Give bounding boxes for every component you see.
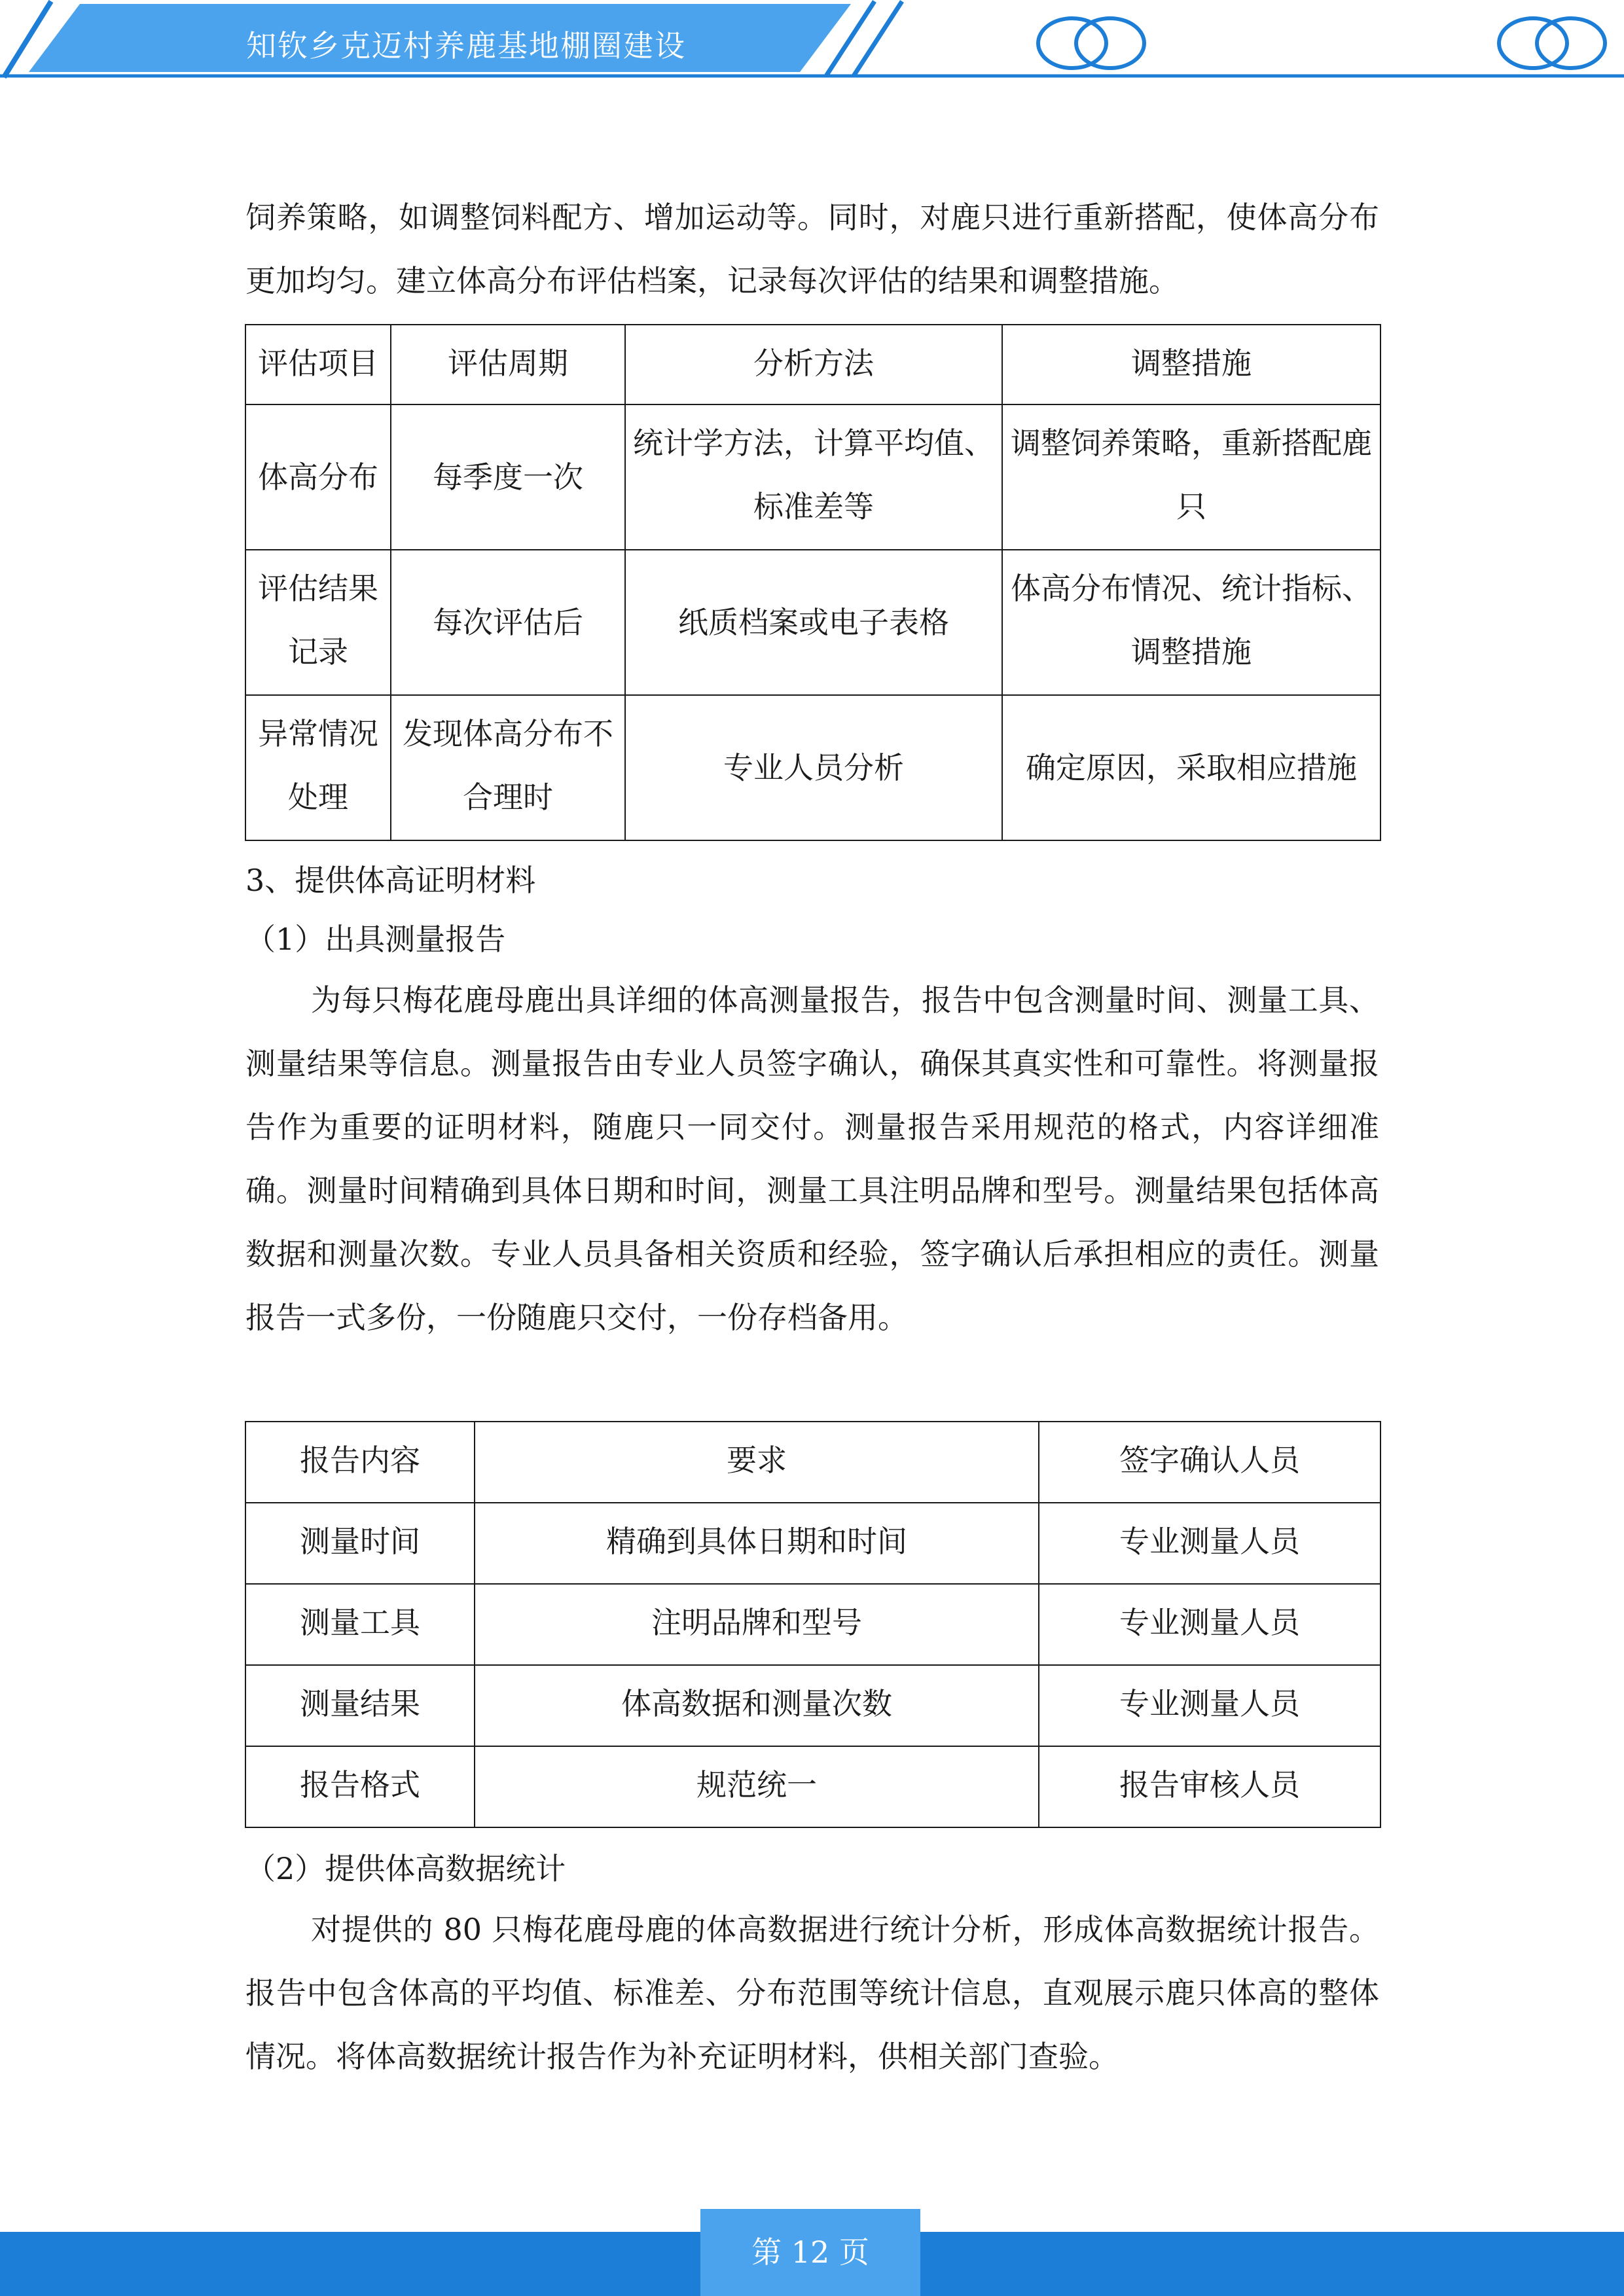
table-cell: 体高分布 [245, 404, 391, 550]
table-header-cell: 评估项目 [245, 325, 391, 404]
section-3 [245, 851, 1379, 1350]
table-cell: 每次评估后 [391, 550, 625, 695]
table-cell: 发现体高分布不合理时 [391, 695, 625, 840]
table-cell: 体高分布情况、统计指标、调整措施 [1002, 550, 1380, 695]
table-cell: 异常情况处理 [245, 695, 391, 840]
table-header-cell: 分析方法 [625, 325, 1002, 404]
table-cell: 报告格式 [245, 1746, 475, 1827]
intro-section [245, 186, 1379, 313]
table-row [245, 1584, 1380, 1665]
rings-logo-icon [1499, 18, 1605, 68]
table-cell: 注明品牌和型号 [475, 1584, 1039, 1665]
table-cell: 统计学方法，计算平均值、标准差等 [625, 404, 1002, 550]
table-cell: 测量时间 [245, 1503, 475, 1584]
table-cell: 调整饲养策略，重新搭配鹿只 [1002, 404, 1380, 550]
table-row [245, 550, 1380, 695]
table-cell: 每季度一次 [391, 404, 625, 550]
rings-logo-icon [1038, 18, 1144, 68]
table-header-cell: 评估周期 [391, 325, 625, 404]
table-cell: 体高数据和测量次数 [475, 1665, 1039, 1746]
table-cell: 规范统一 [475, 1746, 1039, 1827]
intro-paragraph: 饲养策略，如调整饲料配方、增加运动等。同时，对鹿只进行重新搭配，使体高分布更加均匀。建立体高分布评估档案，记录每次评估的结果和调整措施。 [245, 200, 1379, 298]
table-cell: 专业测量人员 [1039, 1503, 1380, 1584]
table-row [245, 695, 1380, 840]
table-header-row [245, 1422, 1380, 1503]
page-number: 第 12 页 [751, 2234, 869, 2270]
subsection-2 [245, 1839, 1379, 2089]
table-row [245, 1665, 1380, 1746]
table-header-cell: 要求 [475, 1422, 1039, 1503]
table-cell: 专业人员分析 [625, 695, 1002, 840]
table-header-row [245, 325, 1380, 404]
header-title: 知钦乡克迈村养鹿基地棚圈建设 [246, 28, 686, 63]
table-cell: 确定原因，采取相应措施 [1002, 695, 1380, 840]
table-cell: 评估结果记录 [245, 550, 391, 695]
table-row [245, 1746, 1380, 1827]
table-cell: 精确到具体日期和时间 [475, 1503, 1039, 1584]
table-header-cell: 调整措施 [1002, 325, 1380, 404]
table-cell: 测量结果 [245, 1665, 475, 1746]
subsection-2-title: （2）提供体高数据统计 [245, 1851, 566, 1886]
report-table [245, 1421, 1381, 1828]
table-header-cell: 报告内容 [245, 1422, 475, 1503]
table-cell: 报告审核人员 [1039, 1746, 1380, 1827]
table-header-cell: 签字确认人员 [1039, 1422, 1380, 1503]
header-stripe-mid-2 [854, 1, 902, 76]
table-cell: 测量工具 [245, 1584, 475, 1665]
table-row [245, 1503, 1380, 1584]
section-3-title: 3、提供体高证明材料 [245, 863, 536, 898]
header-decoration [0, 0, 1624, 85]
subsection-2-paragraph: 对提供的 80 只梅花鹿母鹿的体高数据进行统计分析，形成体高数据统计报告。报告中包含体高的平均值、标准差、分布范围等统计信息，直观展示鹿只体高的整体情况。将体高数据统计报告作为补充证明材料，供相关部门查验。 [245, 1912, 1379, 2074]
table-cell: 专业测量人员 [1039, 1584, 1380, 1665]
table-row [245, 404, 1380, 550]
evaluation-table [245, 324, 1381, 841]
table-cell: 纸质档案或电子表格 [625, 550, 1002, 695]
subsection-1-title: （1）出具测量报告 [245, 922, 506, 957]
subsection-1-paragraph: 为每只梅花鹿母鹿出具详细的体高测量报告，报告中包含测量时间、测量工具、测量结果等信息。测量报告由专业人员签字确认，确保其真实性和可靠性。将测量报告作为重要的证明材料，随鹿只一同交付。测量报告采用规范的格式，内容详细准确。测量时间精确到具体日期和时间，测量工具注明品牌和型号。测量结果包括体高数据和测量次数。专业人员具备相关资质和经验，签字确认后承担相应的责任。测量报告一式多份，一份随鹿只交付，一份存档备用。 [245, 982, 1379, 1335]
table-cell: 专业测量人员 [1039, 1665, 1380, 1746]
